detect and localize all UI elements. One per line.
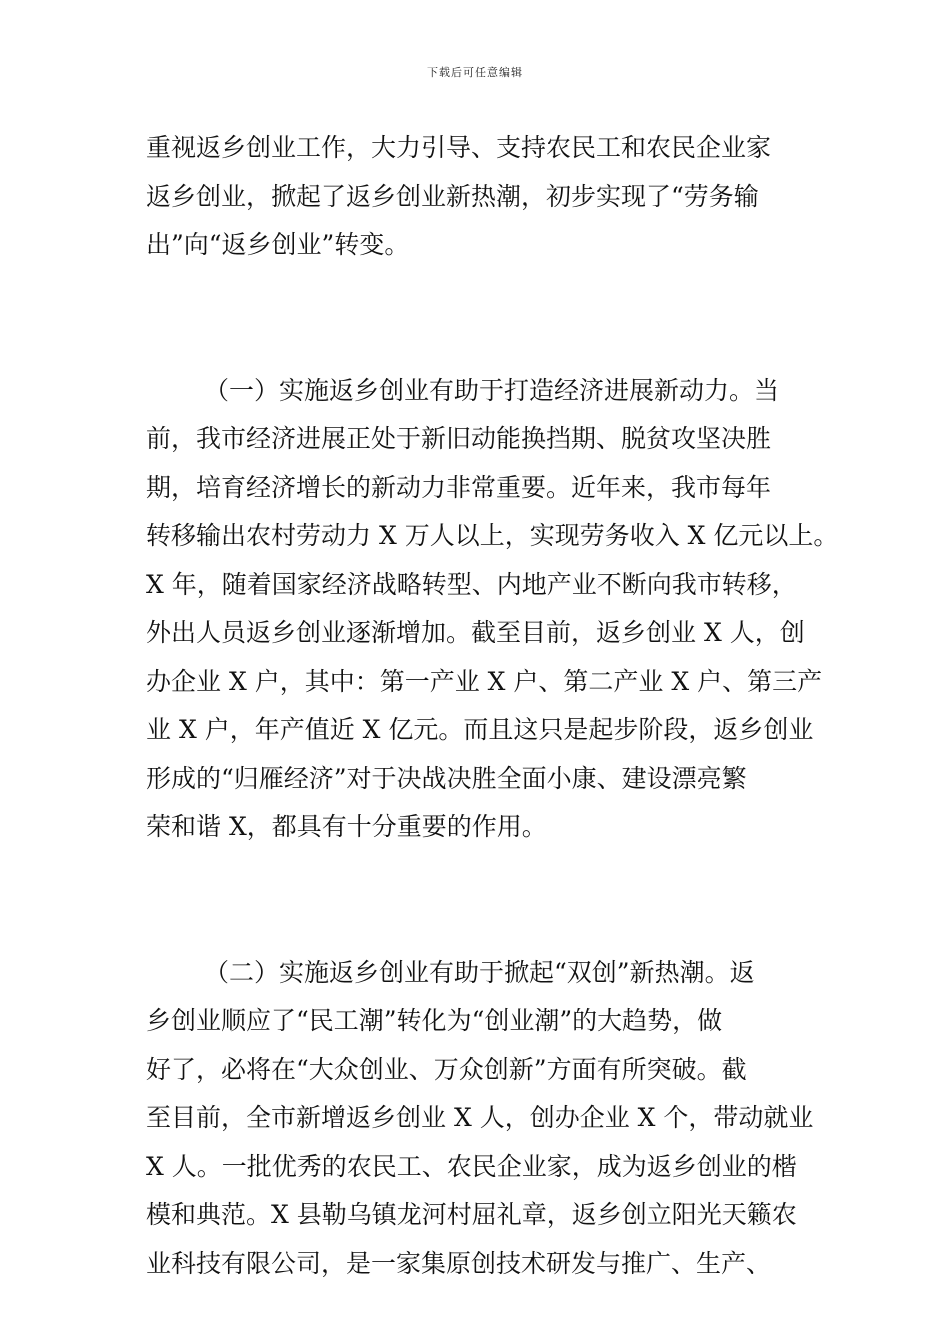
paragraph-3-line-6: 模和典范。X 县勒乌镇龙河村屈礼章，返乡创立阳光天籁农 <box>146 1200 797 1229</box>
paragraph-2-line-3: 期，培育经济增长的新动力非常重要。近年来，我市每年 <box>146 472 772 502</box>
paragraph-3-line-1: （二）实施返乡创业有助于掀起“双创”新热潮。返 <box>204 957 755 987</box>
paragraph-2-line-7: 办企业 X 户，其中：第一产业 X 户、第二产业 X 户、第三产 <box>146 666 823 696</box>
header-note: 下载后可任意编辑 <box>427 66 523 79</box>
paragraph-3-line-3: 好了，必将在“大众创业、万众创新”方面有所突破。截 <box>146 1054 747 1084</box>
paragraph-2-line-6: 外出人员返乡创业逐渐增加。截至目前，返乡创业 X 人，创 <box>146 618 805 647</box>
paragraph-1-line-2: 返乡创业，掀起了返乡创业新热潮，初步实现了“劳务输 <box>146 181 759 211</box>
paragraph-3-line-2: 乡创业顺应了“民工潮”转化为“创业潮”的大趋势，做 <box>146 1006 723 1035</box>
paragraph-gap <box>146 900 826 949</box>
paragraph-1-line-1: 重视返乡创业工作，大力引导、支持农民工和农民企业家 <box>146 133 772 162</box>
paragraph-3-line-4: 至目前，全市新增返乡创业 X 人，创办企业 X 个，带动就业 <box>146 1103 814 1132</box>
paragraph-2-line-1: （一）实施返乡创业有助于打造经济进展新动力。当 <box>204 375 780 405</box>
paragraph-gap <box>146 852 826 901</box>
body-text <box>146 124 839 1288</box>
paragraph-gap <box>146 318 826 367</box>
paragraph-gap <box>146 270 826 319</box>
paragraph-2-line-9: 形成的“归雁经济”对于决战决胜全面小康、建设漂亮繁 <box>146 763 747 793</box>
paragraph-2-line-5: X 年，随着国家经济战略转型、内地产业不断向我市转移， <box>146 569 797 599</box>
paragraph-3-line-7: 业科技有限公司，是一家集原创技术研发与推广、生产、 <box>146 1248 772 1278</box>
paragraph-2-line-4: 转移输出农村劳动力 X 万人以上，实现劳务收入 X 亿元以上。 <box>146 521 839 550</box>
paragraph-2-line-10: 荣和谐 X，都具有十分重要的作用。 <box>146 812 547 841</box>
paragraph-2-line-2: 前，我市经济进展正处于新旧动能换挡期、脱贫攻坚决胜 <box>146 424 772 453</box>
paragraph-2-line-8: 业 X 户，年产值近 X 亿元。而且这只是起步阶段，返乡创业 <box>146 715 814 744</box>
paragraph-1-line-3: 出”向“返乡创业”转变。 <box>146 230 410 259</box>
paragraph-3-line-5: X 人。一批优秀的农民工、农民企业家，成为返乡创业的楷 <box>146 1151 797 1181</box>
